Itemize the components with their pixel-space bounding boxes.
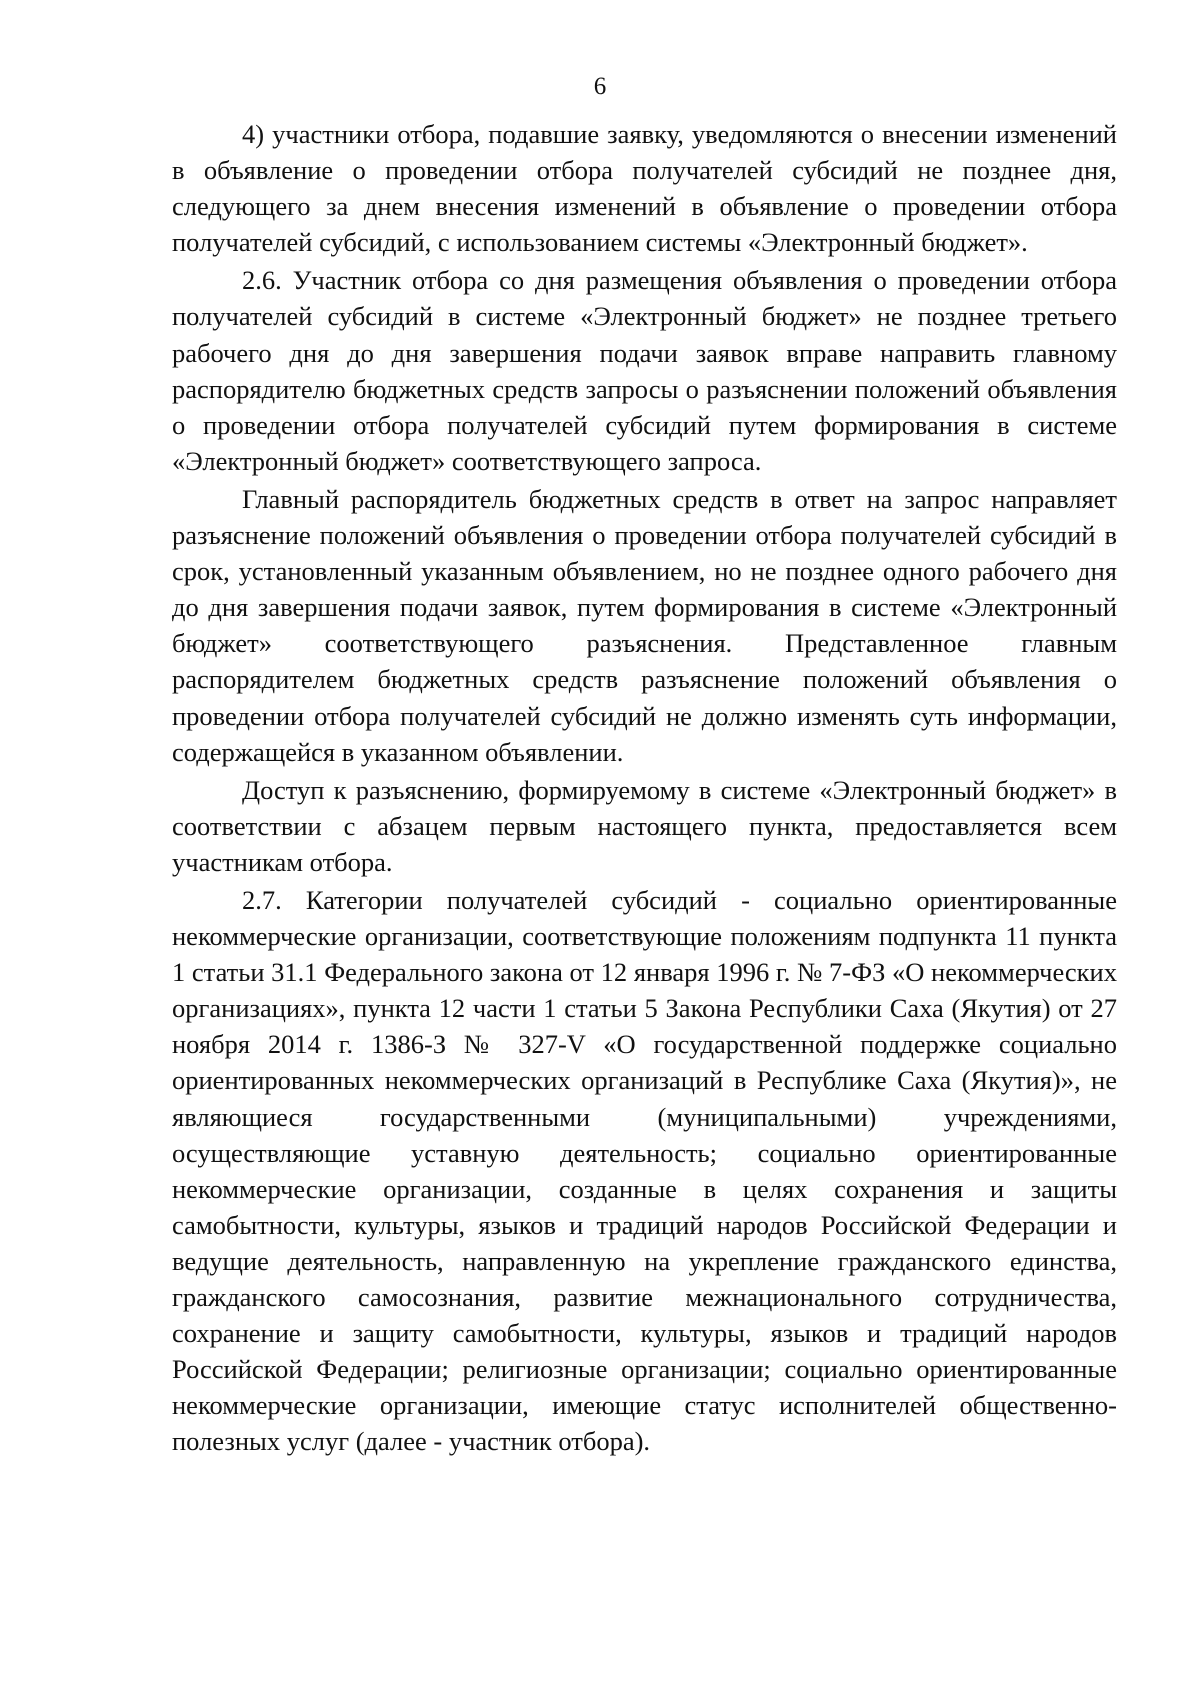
paragraph-clarification-access: Доступ к разъяснению, формируемому в системе «Электронный бюджет» в соответствии с абзацем первым настоящего пункта, предоставляется всем участникам отбора.	[172, 774, 1117, 877]
paragraph-clarification-response: Главный распорядитель бюджетных средств в ответ на запрос направляет разъяснение положений объявления о проведении отбора получателей субсидий в срок, установленный указанным объявлением, но не позднее одного рабочего дня до дня завершения подачи заявок, путем формирования в системе «Электронный бюджет» соответствующего разъяснения. Представленное главным распорядителем бюджетных средств разъяснение положений объявления о проведении отбора получателей субсидий не должно изменять суть информации, содержащейся в указанном объявлении.	[172, 483, 1117, 767]
document-body	[172, 116, 1117, 1461]
page-number: 6	[593, 73, 607, 100]
paragraph-notification-of-changes: 4) участники отбора, подавшие заявку, уведомляются о внесении изменений в объявление о проведении отбора получателей субсидий не позднее дня, следующего за днем внесения изменений в объявление о проведении отбора получателей субсидий, с использованием системы «Электронный бюджет».	[172, 119, 1117, 258]
paragraph-2-6-clarification-request: 2.6. Участник отбора со дня размещения объявления о проведении отбора получателей субсидий в системе «Электронный бюджет» не позднее третьего рабочего дня до дня завершения подачи заявок вправе направить главному распорядителю бюджетных средств запросы о разъяснении положений объявления о проведении отбора получателей субсидий путем формирования в системе «Электронный бюджет» соответствующего запроса.	[172, 265, 1117, 476]
paragraph-2-7-recipient-categories: 2.7. Категории получателей субсидий - социально ориентированные некоммерческие организации, соответствующие положениям подпункта 11 пункта 1 статьи 31.1 Федерального закона от 12 января 1996 г. № 7-ФЗ «О некоммерческих организациях», пункта 12 части 1 статьи 5 Закона Республики Саха (Якутия) от 27 ноября 2014 г. 1386-З № 327-V «О государственной поддержке социально ориентированных некоммерческих организаций в Республике Саха (Якутия)», не являющиеся государственными (муниципальными) учреждениями, осуществляющие уставную деятельность; социально ориентированные некоммерческие организации, созданные в целях сохранения и защиты самобытности, культуры, языков и традиций народов Российской Федерации и ведущие деятельность, направленную на укрепление гражданского единства, гражданского самосознания, развитие межнационального сотрудничества, сохранение и защиту самобытности, культуры, языков и традиций народов Российской Федерации; религиозные организации; социально ориентированные некоммерческие организации, имеющие статус исполнителей общественно-полезных услуг (далее - участник отбора).	[172, 884, 1117, 1457]
